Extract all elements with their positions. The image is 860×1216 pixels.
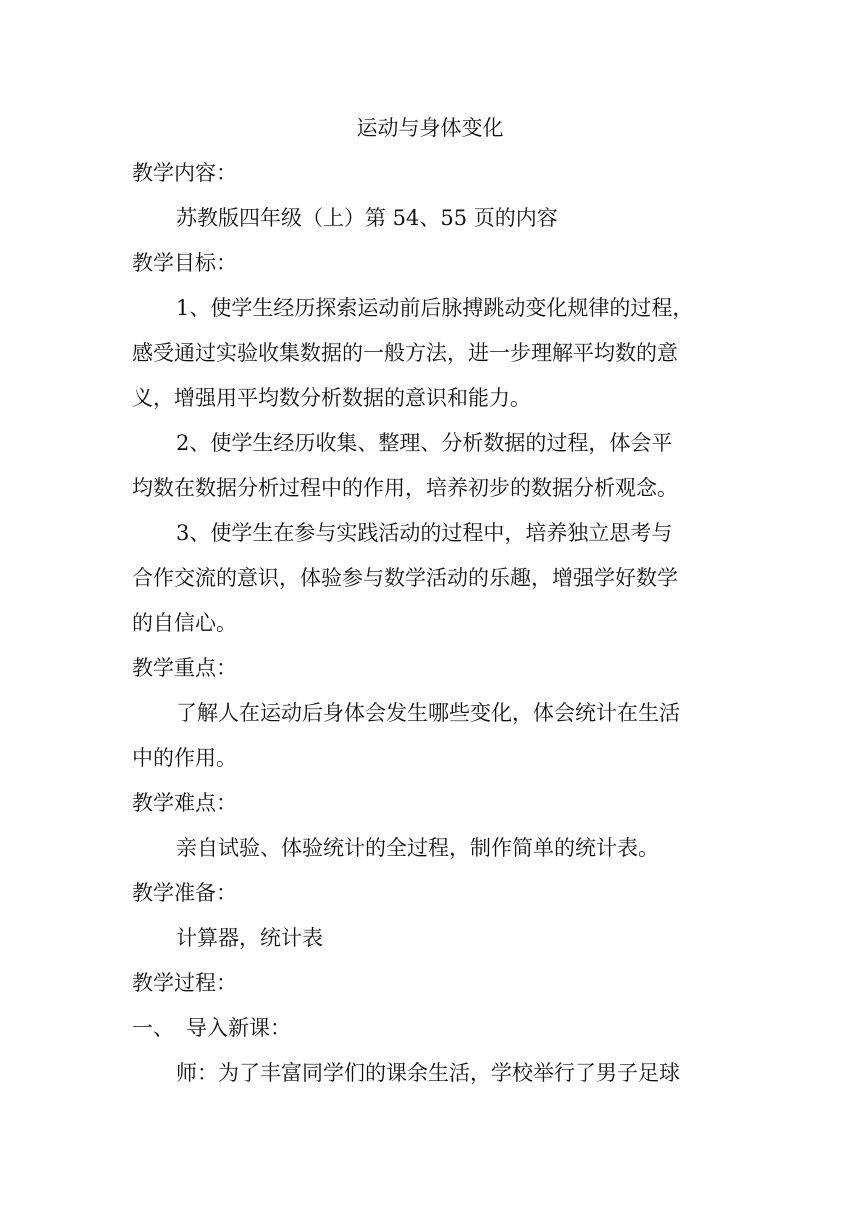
preparation-heading: 教学准备： — [132, 881, 237, 905]
goal-1-line-1: 1、使学生经历探索运动前后脉搏跳动变化规律的过程， — [176, 296, 694, 320]
section-1-number: 一、 — [132, 1016, 174, 1040]
teaching-content-text: 苏教版四年级（上）第 54、55 页的内容 — [176, 206, 558, 230]
goal-1-line-3: 义，增强用平均数分析数据的意识和能力。 — [132, 386, 531, 410]
key-points-line-1: 了解人在运动后身体会发生哪些变化，体会统计在生活 — [176, 701, 680, 725]
section-1-title: 导入新课： — [186, 1016, 291, 1040]
document-title: 运动与身体变化 — [356, 116, 504, 140]
goal-3-line-2: 合作交流的意识，体验参与数学活动的乐趣，增强学好数学 — [132, 566, 678, 590]
goal-2-line-2: 均数在数据分析过程中的作用，培养初步的数据分析观念。 — [132, 476, 678, 500]
section-1-text: 师：为了丰富同学们的课余生活，学校举行了男子足球 — [176, 1061, 680, 1085]
key-points-line-2: 中的作用。 — [132, 746, 237, 770]
key-points-heading: 教学重点： — [132, 656, 237, 680]
difficulties-heading: 教学难点： — [132, 791, 237, 815]
teaching-goals-heading: 教学目标： — [132, 251, 237, 275]
difficulties-text: 亲自试验、体验统计的全过程，制作简单的统计表。 — [176, 836, 659, 860]
process-heading: 教学过程： — [132, 971, 237, 995]
goal-3-line-3: 的自信心。 — [132, 611, 237, 635]
preparation-text: 计算器，统计表 — [176, 926, 323, 950]
goal-2-line-1: 2、使学生经历收集、整理、分析数据的过程，体会平 — [176, 431, 673, 455]
goal-3-line-1: 3、使学生在参与实践活动的过程中，培养独立思考与 — [176, 521, 673, 545]
teaching-content-heading: 教学内容： — [132, 161, 237, 185]
goal-1-line-2: 感受通过实验收集数据的一般方法，进一步理解平均数的意 — [132, 341, 678, 365]
